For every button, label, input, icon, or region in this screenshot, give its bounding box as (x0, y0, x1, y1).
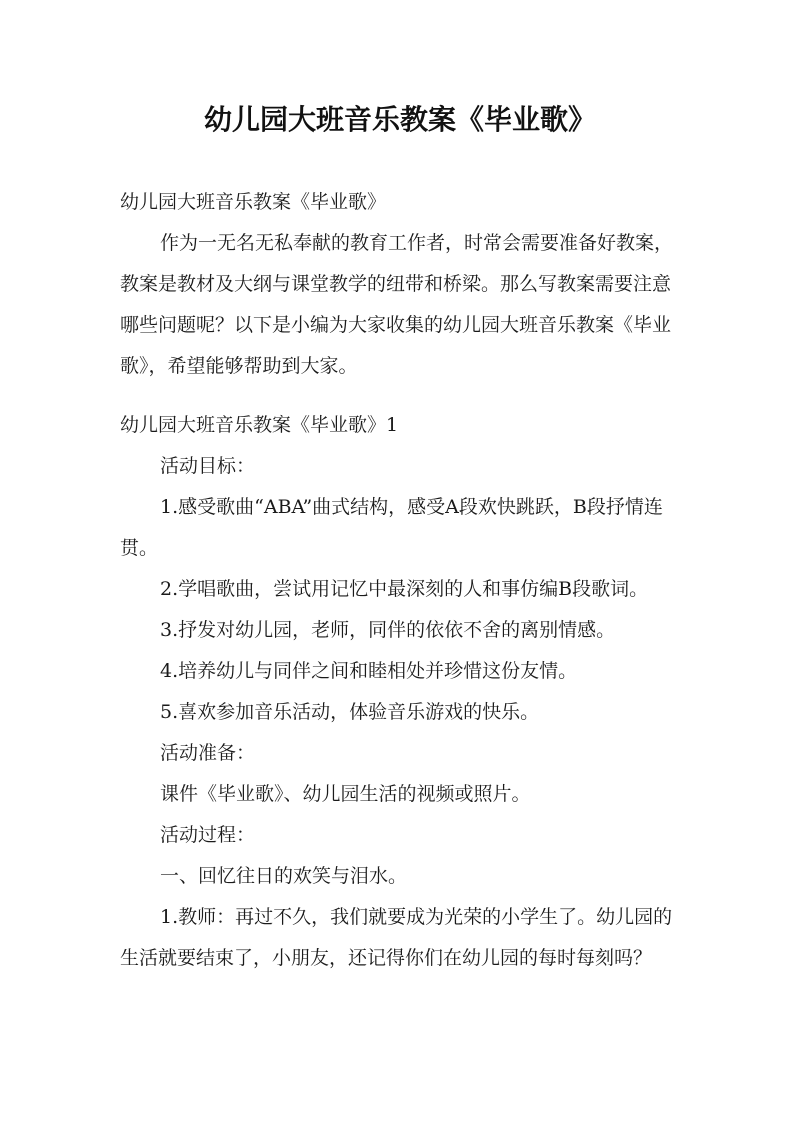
goal-item: 5.喜欢参加音乐活动，体验音乐游戏的快乐。 (160, 701, 540, 723)
step-heading: 一、回忆往日的欢笑与泪水。 (160, 865, 408, 887)
subtitle: 幼儿园大班音乐教案《毕业歌》 (120, 191, 387, 213)
goal-item: 3.抒发对幼儿园，老师，同伴的依依不舍的离别情感。 (160, 619, 616, 641)
document-title: 幼儿园大班音乐教案《毕业歌》 (203, 103, 596, 136)
goals-label: 活动目标： (160, 455, 256, 477)
section-heading: 幼儿园大班音乐教案《毕业歌》1 (120, 414, 399, 436)
document-body (120, 182, 686, 979)
intro-paragraph: 作为一无名无私奉献的教育工作者，时常会需要准备好教案，教案是教材及大纲与课堂教学的纽带和桥梁。那么写教案需要注意哪些问题呢？以下是小编为大家收集的幼儿园大班音乐教案《毕业歌》，希望能够帮助到大家。 (120, 232, 674, 377)
prep-text: 课件《毕业歌》、幼儿园生活的视频或照片。 (160, 783, 531, 805)
step-item: 1.教师：再过不久，我们就要成为光荣的小学生了。幼儿园的生活就要结束了，小朋友，还记得你们在幼儿园的每时每刻吗？ (120, 906, 673, 969)
goal-item: 4.培养幼儿与同伴之间和睦相处并珍惜这份友情。 (160, 660, 578, 682)
process-label: 活动过程： (160, 824, 256, 846)
prep-label: 活动准备： (160, 742, 256, 764)
spacer (120, 387, 686, 405)
goal-item: 1.感受歌曲“ABA”曲式结构，感受A段欢快跳跃，B段抒情连贯。 (120, 496, 663, 559)
goal-item: 2.学唱歌曲，尝试用记忆中最深刻的人和事仿编B段歌词。 (160, 578, 649, 600)
